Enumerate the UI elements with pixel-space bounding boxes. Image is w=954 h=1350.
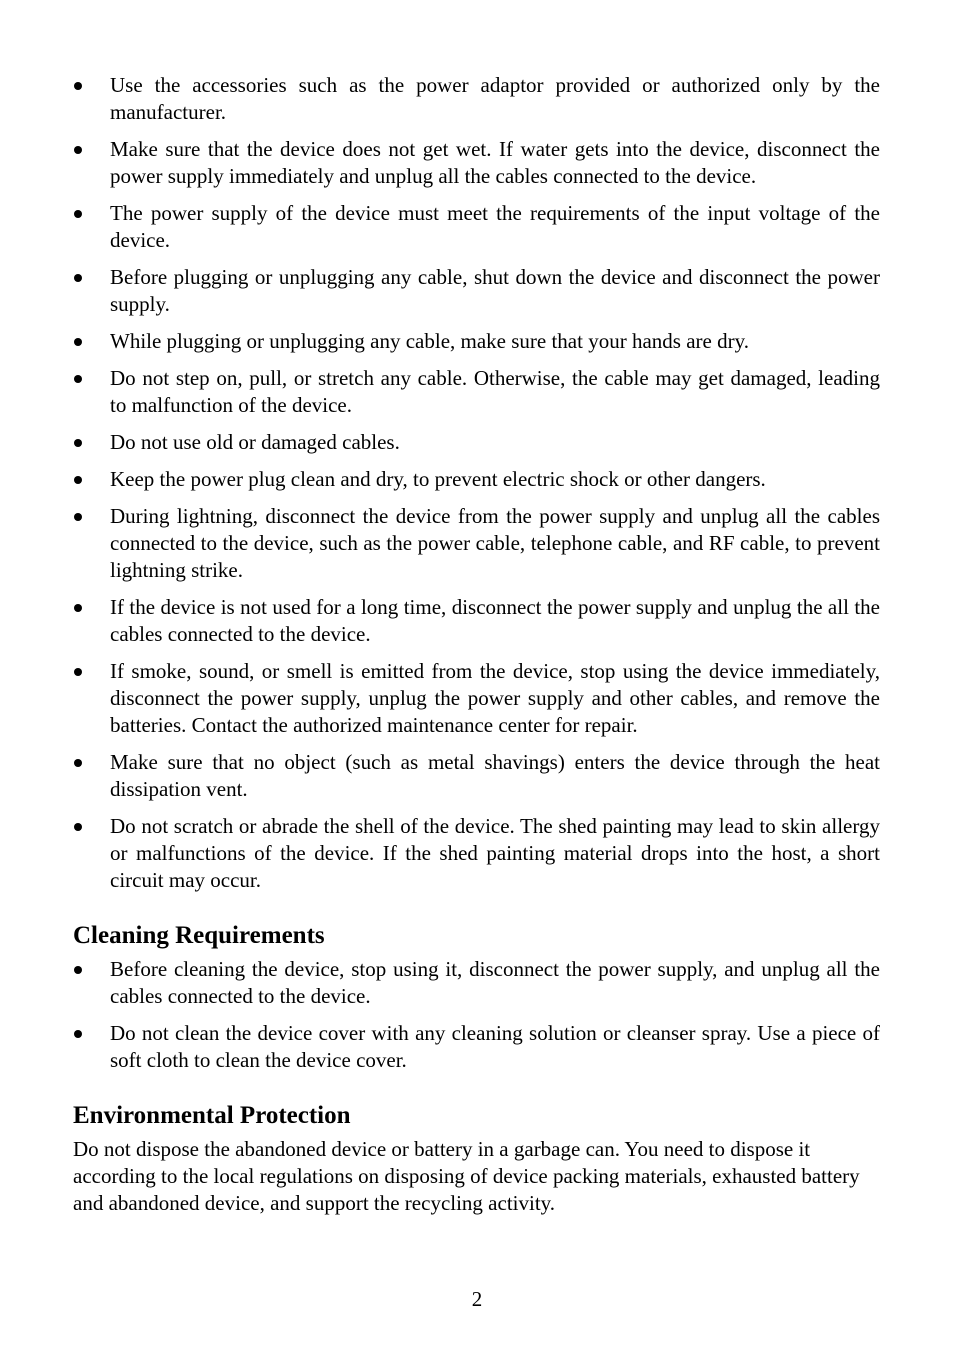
bullet-icon	[74, 966, 82, 974]
list-item: Keep the power plug clean and dry, to prevent electric shock or other dangers.	[73, 466, 880, 493]
bullet-icon	[74, 823, 82, 831]
cleaning-list	[73, 956, 880, 1074]
list-item: During lightning, disconnect the device from the power supply and unplug all the cables connected to the device, such as the power cable, telephone cable, and RF cable, to prevent lightning strike.	[73, 503, 880, 584]
list-item: If the device is not used for a long time, disconnect the power supply and unplug the all the cables connected to the device.	[73, 594, 880, 648]
bullet-icon	[74, 274, 82, 282]
list-item: Do not clean the device cover with any cleaning solution or cleanser spray. Use a piece of soft cloth to clean the device cover.	[73, 1020, 880, 1074]
list-item: Do not use old or damaged cables.	[73, 429, 880, 456]
bullet-icon	[74, 375, 82, 383]
bullet-icon	[74, 82, 82, 90]
environment-paragraph: Do not dispose the abandoned device or battery in a garbage can. You need to dispose it according to the local regulations on disposing of device packing materials, exhausted battery and abandoned device, and support the recycling activity.	[73, 1137, 860, 1215]
bullet-icon	[74, 439, 82, 447]
list-item: Before plugging or unplugging any cable, shut down the device and disconnect the power supply.	[73, 264, 880, 318]
bullet-icon	[74, 146, 82, 154]
list-item: Do not scratch or abrade the shell of the device. The shed painting may lead to skin allergy or malfunctions of the device. If the shed painting material drops into the host, a short circuit may occur.	[73, 813, 880, 894]
list-item: If smoke, sound, or smell is emitted from the device, stop using the device immediately, disconnect the power supply, unplug the power supply and other cables, and remove the batteries. Contact the authorized maintenance center for repair.	[73, 658, 880, 739]
list-item: Make sure that the device does not get wet. If water gets into the device, disconnect the power supply immediately and unplug all the cables connected to the device.	[73, 136, 880, 190]
section-heading-cleaning: Cleaning Requirements	[73, 922, 325, 949]
bullet-icon	[74, 1030, 82, 1038]
list-item: Do not step on, pull, or stretch any cable. Otherwise, the cable may get damaged, leading to malfunction of the device.	[73, 365, 880, 419]
list-item: Make sure that no object (such as metal shavings) enters the device through the heat dissipation vent.	[73, 749, 880, 803]
list-item: Use the accessories such as the power adaptor provided or authorized only by the manufacturer.	[73, 72, 880, 126]
safety-list	[73, 72, 880, 894]
bullet-icon	[74, 338, 82, 346]
bullet-icon	[74, 604, 82, 612]
section-heading-environment: Environmental Protection	[73, 1102, 351, 1129]
document-page	[73, 72, 880, 1217]
bullet-icon	[74, 476, 82, 484]
bullet-icon	[74, 210, 82, 218]
list-item: The power supply of the device must meet the requirements of the input voltage of the device.	[73, 200, 880, 254]
bullet-icon	[74, 513, 82, 521]
bullet-icon	[74, 759, 82, 767]
bullet-icon	[74, 668, 82, 676]
list-item: While plugging or unplugging any cable, make sure that your hands are dry.	[73, 328, 880, 355]
list-item: Before cleaning the device, stop using it, disconnect the power supply, and unplug all the cables connected to the device.	[73, 956, 880, 1010]
page-number: 2	[471, 1287, 483, 1311]
